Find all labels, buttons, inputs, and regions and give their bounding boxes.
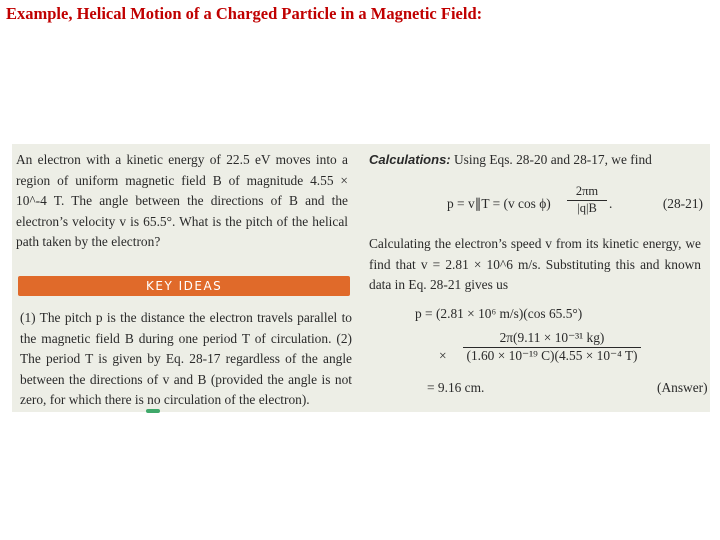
left-column xyxy=(16,150,352,407)
equation-28-21 xyxy=(447,184,703,224)
answer-label: (Answer) xyxy=(657,380,708,395)
decorative-mark xyxy=(146,409,160,413)
key-ideas-banner: KEY IDEAS xyxy=(18,276,350,296)
equation-fraction xyxy=(567,184,607,216)
equation-lhs: p = v∥T = (v cos ϕ) xyxy=(447,196,551,211)
textbook-excerpt-panel xyxy=(12,144,710,412)
equation-denominator: |q|B xyxy=(577,201,597,215)
result-denominator: (1.60 × 10⁻¹⁹ C)(4.55 × 10⁻⁴ T) xyxy=(466,348,638,363)
slide-title: Example, Helical Motion of a Charged Particle in a Magnetic Field: xyxy=(6,4,483,23)
equation-numerator: 2πm xyxy=(567,184,607,201)
key-ideas-text-wrap xyxy=(20,308,352,411)
result-times-sign: × xyxy=(439,348,447,363)
calculations-intro xyxy=(369,150,699,170)
equation-end: . xyxy=(609,196,613,211)
result-line1: p = (2.81 × 10⁶ m/s)(cos 65.5°) xyxy=(415,306,583,321)
result-final: = 9.16 cm. xyxy=(427,380,485,395)
calculations-intro-text: Using Eqs. 28-20 and 28-17, we find xyxy=(453,152,652,167)
result-fraction xyxy=(457,330,647,364)
calculations-heading: Calculations: xyxy=(369,152,451,167)
equation-number: (28-21) xyxy=(662,196,703,211)
calculations-para2: Calculating the electron’s speed v from its kinetic energy, we find that v = 2.81 × 10^6 m/s. Substituting this and known data in Eq. 28-21 gives us xyxy=(369,236,701,292)
result-numerator: 2π(9.11 × 10⁻³¹ kg) xyxy=(463,330,641,348)
calculations-para2-wrap xyxy=(369,234,701,296)
key-ideas-text: (1) The pitch p is the distance the electron travels parallel to the magnetic field B during one period T of circulation. (2) The period T is given by Eq. 28-17 regardless of the angle between the directions of v and B (provided the angle is not zero, for which there is no circulation of the electron). xyxy=(20,310,352,407)
problem-statement: An electron with a kinetic energy of 22.5 eV moves into a region of uniform magnetic field B of magnitude 4.55 × 10^-4 T. The angle between the directions of B and the electron’s velocity v is 65.5°. What is the pitch of the helical path taken by the electron? xyxy=(16,152,348,249)
